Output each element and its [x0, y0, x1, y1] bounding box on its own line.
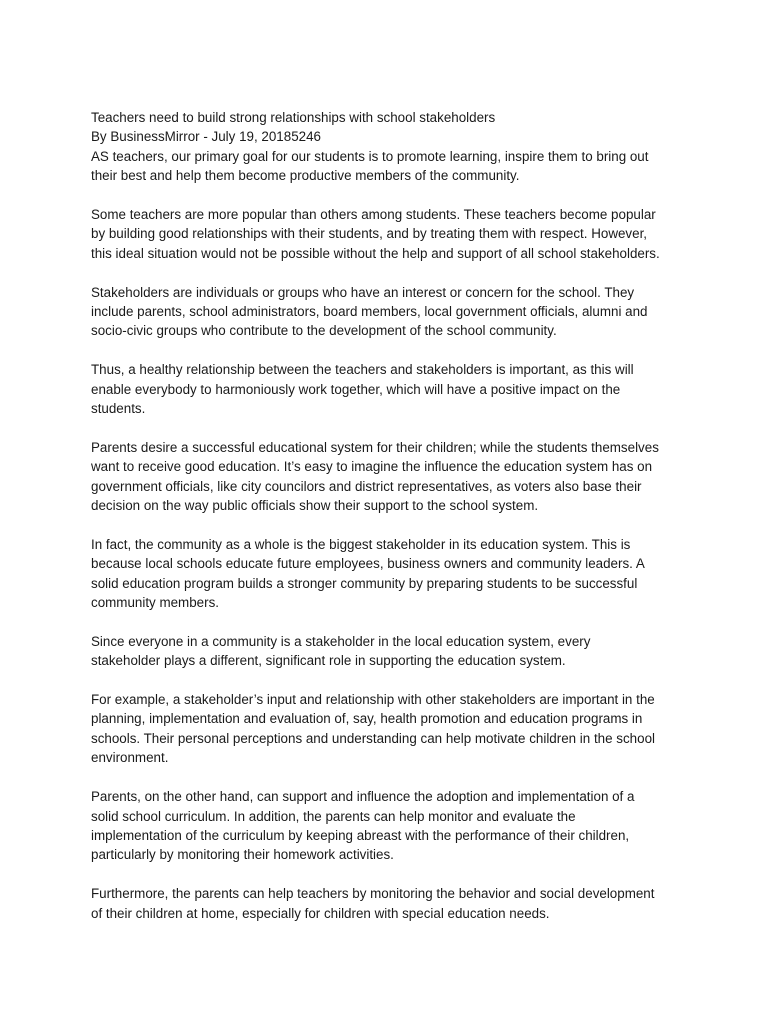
paragraph [91, 787, 691, 865]
paragraph-line: Since everyone in a community is a stakeholder in the local education system, every [91, 633, 591, 649]
paragraph-line: In fact, the community as a whole is the biggest stakeholder in its education system. This is [91, 536, 631, 552]
paragraph-line: stakeholder plays a different, significant role in supporting the education system. [91, 653, 566, 669]
paragraph-line: For example, a stakeholder’s input and relationship with other stakeholders are important in the [91, 692, 655, 708]
paragraph-line: students. [91, 401, 146, 417]
paragraph [91, 690, 691, 768]
paragraph-line: decision on the way public officials show their support to the school system. [91, 498, 539, 514]
paragraph-line: particularly by monitoring their homework activities. [91, 847, 394, 863]
paragraph [91, 205, 691, 263]
paragraph-line: schools. Their personal perceptions and understanding can help motivate children in the school [91, 730, 655, 746]
paragraph-line: their best and help them become productive members of the community. [91, 168, 520, 184]
paragraph [91, 283, 691, 341]
paragraph [91, 360, 691, 418]
paragraph-line: Parents, on the other hand, can support and influence the adoption and implementation of a [91, 789, 635, 805]
paragraph-line: Some teachers are more popular than others among students. These teachers become popular [91, 207, 656, 223]
paragraph-line: enable everybody to harmoniously work together, which will have a positive impact on the [91, 381, 621, 397]
paragraph-line: AS teachers, our primary goal for our students is to promote learning, inspire them to bring out [91, 148, 649, 164]
paragraph-line: Furthermore, the parents can help teachers by monitoring the behavior and social development [91, 886, 655, 902]
paragraph-line: Stakeholders are individuals or groups who have an interest or concern for the school. They [91, 284, 635, 300]
paragraph-line: Thus, a healthy relationship between the teachers and stakeholders is important, as this will [91, 362, 634, 378]
paragraph-line: solid school curriculum. In addition, the parents can help monitor and evaluate the [91, 808, 576, 824]
article-body [91, 147, 691, 923]
paragraph-line: government officials, like city councilors and district representatives, as voters also base their [91, 478, 642, 494]
paragraph [91, 147, 691, 186]
paragraph-line: this ideal situation would not be possible without the help and support of all school stakeholders. [91, 245, 660, 261]
paragraph [91, 535, 691, 613]
paragraph-line: solid education program builds a stronger community by preparing students to be successful [91, 575, 638, 591]
paragraph-line: community members. [91, 595, 219, 611]
paragraph-line: implementation of the curriculum by keeping abreast with the performance of their children, [91, 827, 630, 843]
article-header [91, 108, 691, 147]
paragraph-line: because local schools educate future employees, business owners and community leaders. A [91, 556, 645, 572]
paragraph-line: socio-civic groups who contribute to the development of the school community. [91, 323, 557, 339]
paragraph-line: include parents, school administrators, board members, local government officials, alumni and [91, 304, 648, 320]
paragraph-line: Parents desire a successful educational system for their children; while the students themselves [91, 439, 659, 455]
article-title: Teachers need to build strong relationships with school stakeholders [91, 110, 496, 125]
paragraph [91, 632, 691, 671]
paragraph-line: want to receive good education. It’s easy to imagine the influence the education system has on [91, 459, 653, 475]
article-byline: By BusinessMirror - July 19, 20185246 [91, 129, 321, 145]
document-page [91, 108, 691, 942]
paragraph-line: by building good relationships with their students, and by treating them with respect. However, [91, 226, 648, 242]
paragraph-line: environment. [91, 750, 169, 766]
paragraph [91, 884, 691, 923]
paragraph [91, 438, 691, 516]
paragraph-line: planning, implementation and evaluation of, say, health promotion and education programs in [91, 711, 643, 727]
paragraph-line: of their children at home, especially for children with special education needs. [91, 905, 550, 921]
